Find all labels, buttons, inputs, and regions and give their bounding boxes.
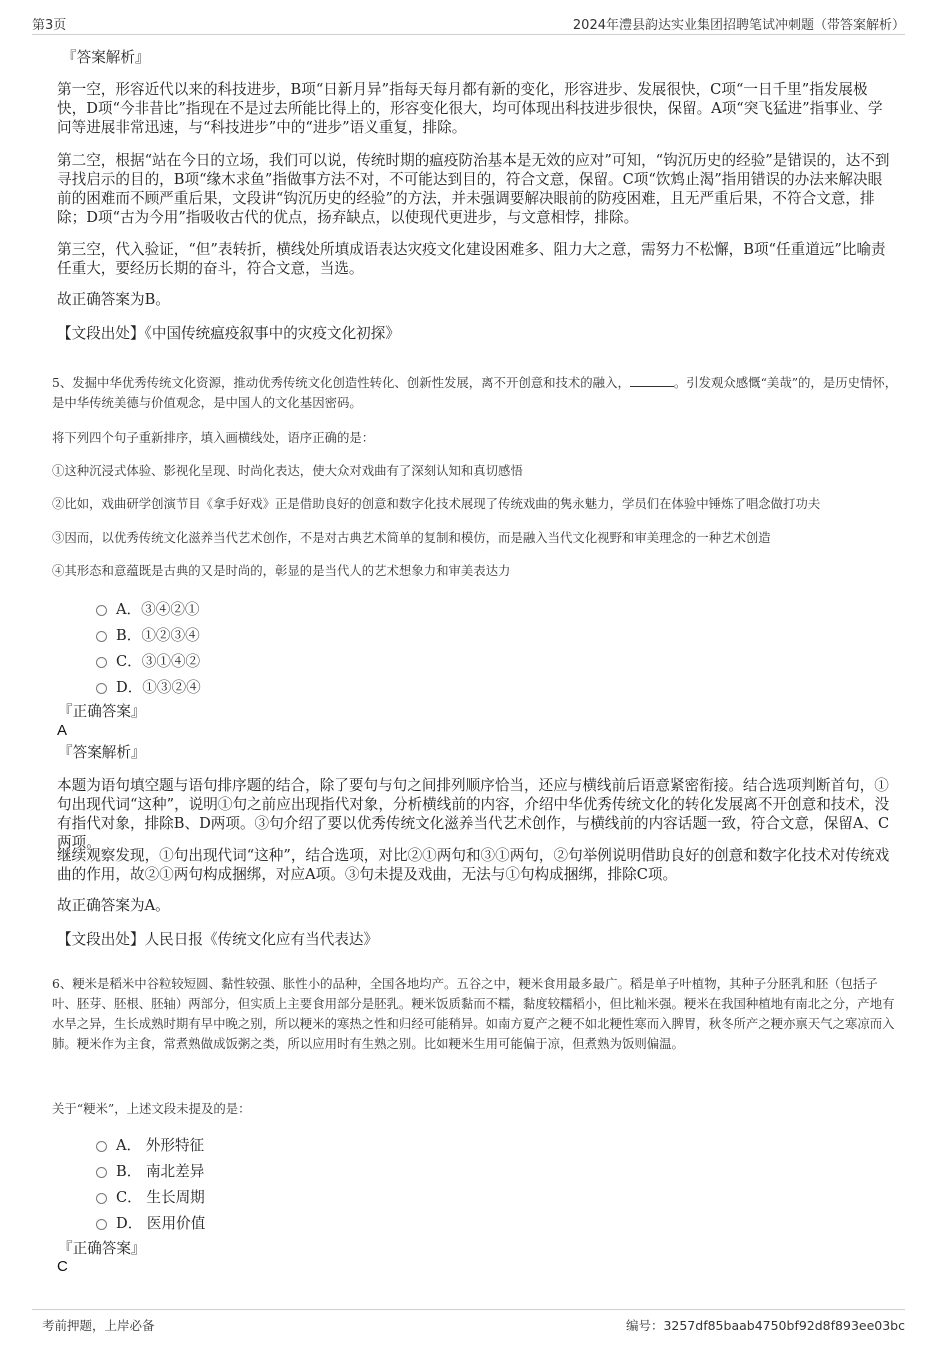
- question-stem: [52, 373, 900, 413]
- radio-icon[interactable]: [96, 657, 107, 668]
- option-label: C．③①④②: [116, 653, 201, 670]
- option-c[interactable]: [96, 650, 200, 671]
- fill-blank: [630, 374, 674, 387]
- option-b[interactable]: [96, 624, 200, 645]
- source-citation: 【文段出处】人民日报《传统文化应有当代表达》: [57, 931, 379, 948]
- sentence-item: ①这种沉浸式体验、影视化呈现、时尚化表达，使大众对戏曲有了深刻认知和真切感悟: [52, 463, 523, 478]
- option-label: A． 外形特征: [116, 1137, 205, 1154]
- option-label: A．③④②①: [116, 601, 200, 618]
- answer-conclusion: 故正确答案为A。: [57, 897, 170, 914]
- document-title: 2024年澧县韵达实业集团招聘笔试冲刺题（带答案解析）: [572, 18, 905, 33]
- analysis-heading: 『答案解析』: [62, 49, 150, 66]
- source-citation: 【文段出处】《中国传统瘟疫叙事中的灾疫文化初探》: [57, 325, 400, 342]
- radio-icon[interactable]: [96, 1193, 107, 1204]
- radio-icon[interactable]: [96, 683, 107, 694]
- option-d[interactable]: [96, 1212, 205, 1233]
- radio-icon[interactable]: [96, 1141, 107, 1152]
- option-b[interactable]: [96, 1160, 204, 1181]
- analysis-paragraph: 继续观察发现，①句出现代词“这种”，结合选项，对比②①两句和③①两句，②句举例说明借助良好的创意和数字化技术对传统戏曲的作用，故②①两句构成捆绑，对应A项。③句未提及戏曲，无法与①句构成捆绑，排除C项。: [57, 847, 890, 883]
- option-d[interactable]: [96, 676, 201, 697]
- option-label: C． 生长周期: [116, 1189, 205, 1206]
- correct-answer: C: [57, 1258, 68, 1275]
- option-c[interactable]: [96, 1186, 205, 1207]
- analysis-paragraph: 第一空，形容近代以来的科技进步，B项“日新月异”指每天每月都有新的变化，形容进步、发展很快，C项“一日千里”指发展极快，D项“今非昔比”指现在不是过去所能比得上的，形容变化很大，均可体现出科技进步很快，保留。A项“突飞猛进”指事业、学问等进展非常迅速，与“科技进步”中的“进步”语义重复，排除。: [57, 81, 883, 136]
- document-code: 编号：3257df85baab4750bf92d8f893ee03bc: [625, 1318, 905, 1333]
- stem-text: 。引发观众感慨“美哉”的，是历史情怀，是中华传统美德与价值观念，是中国人的文化基因密码。: [52, 375, 898, 410]
- correct-answer: A: [57, 722, 68, 739]
- option-a[interactable]: [96, 1134, 204, 1155]
- question-stem: 6、粳米是稻米中谷粒较短圆、黏性较强、胀性小的品种，全国各地均产。五谷之中，粳米食用最多最广。稻是单子叶植物，其种子分胚乳和胚（包括子叶、胚芽、胚根、胚轴）两部分，但实质上主要食用部分是胚乳。粳米饭质黏而不糯，黏度较糯稻小，但比籼米强。粳米在我国种植地有南北之分，产地有水旱之异，生长成熟时期有早中晚之别，所以粳米的寒热之性和归经可能稍异。如南方夏产之粳不如北粳性寒而入脾胃，秋冬所产之粳亦禀天气之寒凉而入肺。粳米作为主食，常煮熟做成饭粥之类，所以应用时有生熟之别。比如粳米生用可能偏于凉，但煮熟为饭则偏温。: [52, 976, 895, 1051]
- answer-conclusion: 故正确答案为B。: [57, 291, 170, 308]
- radio-icon[interactable]: [96, 631, 107, 642]
- stem-text: 5、发掘中华优秀传统文化资源，推动优秀传统文化创造性转化、创新性发展，离不开创意和技术的融入，: [52, 375, 630, 390]
- page-number: 第3页: [32, 18, 67, 33]
- page-header: [32, 12, 905, 35]
- question-instruction: 将下列四个句子重新排序，填入画横线处，语序正确的是：: [52, 430, 375, 445]
- radio-icon[interactable]: [96, 1167, 107, 1178]
- option-a[interactable]: [96, 598, 200, 619]
- analysis-heading: 『答案解析』: [58, 744, 146, 761]
- footer-slogan: 考前押题，上岸必备: [42, 1318, 155, 1333]
- sentence-item: ③因而，以优秀传统文化滋养当代艺术创作，不是对古典艺术简单的复制和模仿，而是融入当代文化视野和审美理念的一种艺术创造: [52, 530, 771, 545]
- sentence-item: ④其形态和意蕴既是古典的又是时尚的，彰显的是当代人的艺术想象力和审美表达力: [52, 563, 511, 578]
- question-prompt: 关于“粳米”，上述文段未提及的是：: [52, 1101, 251, 1116]
- option-label: D． 医用价值: [116, 1215, 206, 1232]
- sentence-item: ②比如，戏曲研学创演节目《拿手好戏》正是借助良好的创意和数字化技术展现了传统戏曲的隽永魅力，学员们在体验中锤炼了唱念做打功夫: [52, 496, 821, 511]
- analysis-paragraph: 第三空，代入验证，“但”表转折，横线处所填成语表达灾疫文化建设困难多、阻力大之意，需努力不松懈，B项“任重道远”比喻责任重大，要经历长期的奋斗，符合文意，当选。: [57, 241, 886, 277]
- option-label: B． 南北差异: [116, 1163, 205, 1180]
- option-label: B．①②③④: [116, 627, 200, 644]
- option-label: D．①③②④: [116, 679, 201, 696]
- correct-answer-heading: 『正确答案』: [58, 703, 146, 720]
- page-footer: [32, 1309, 905, 1333]
- analysis-paragraph: 第二空，根据“站在今日的立场，我们可以说，传统时期的瘟疫防治基本是无效的应对”可知，“钩沉历史的经验”是错误的，达不到寻找启示的目的，B项“缘木求鱼”指做事方法不对，不可能达到目的，符合文意，保留。C项“饮鸩止渴”指用错误的办法来解决眼前的困难而不顾严重后果，文段讲“钩沉历史的经验”的方法，并未强调要解决眼前的防疫困难，且无严重后果，不符合文意，排除；D项“古为今用”指吸收古代的优点，扬弃缺点，以使现代更进步，与文意相悖，排除。: [57, 152, 890, 226]
- radio-icon[interactable]: [96, 605, 107, 616]
- radio-icon[interactable]: [96, 1219, 107, 1230]
- correct-answer-heading: 『正确答案』: [58, 1240, 146, 1257]
- analysis-paragraph: 本题为语句填空题与语句排序题的结合，除了要句与句之间排列顺序恰当，还应与横线前后语意紧密衔接。结合选项判断首句，①句出现代词“这种”，说明①句之前应出现指代对象，分析横线前的内容，介绍中华优秀传统文化的转化发展离不开创意和技术，没有指代对象，排除B、D两项。③句介绍了要以优秀传统文化滋养当代艺术创作，与横线前的内容话题一致，符合文意，保留A、C两项。: [57, 777, 890, 851]
